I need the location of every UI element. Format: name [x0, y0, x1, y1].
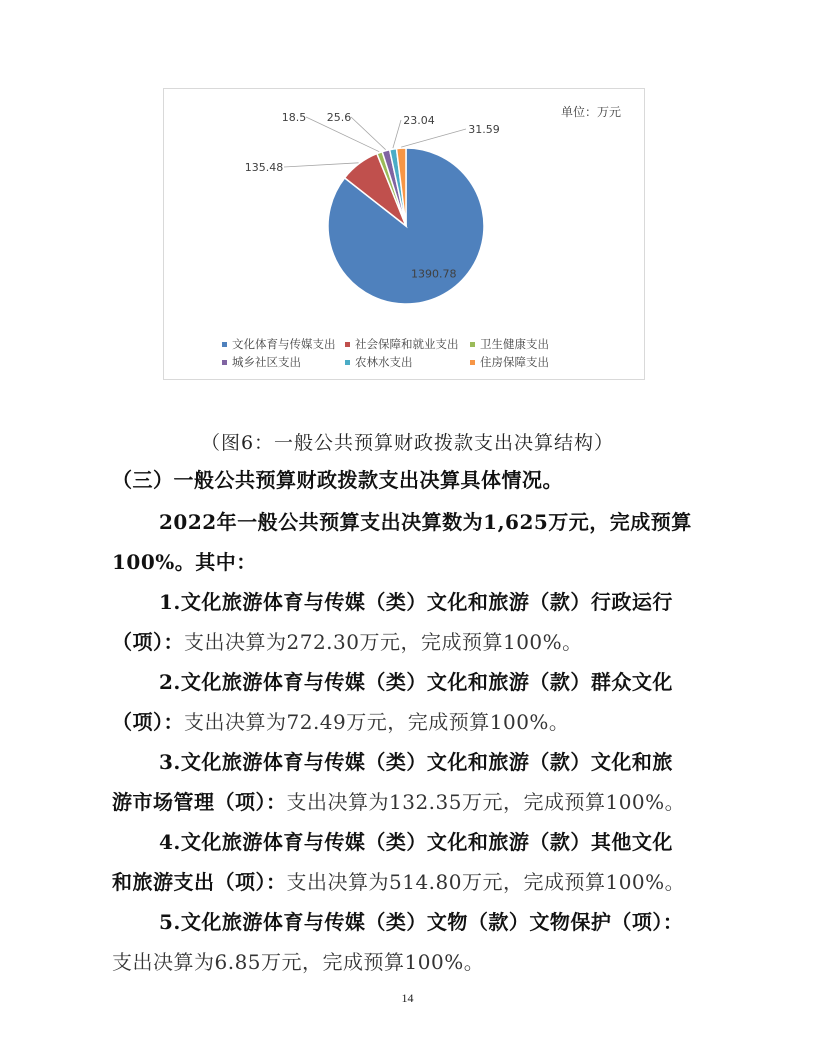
legend-label: 卫生健康支出: [480, 337, 549, 351]
item-2-detail: 支出决算为72.49万元，完成预算100%。: [184, 710, 570, 734]
item-2-body: [112, 712, 712, 732]
legend-swatch: [222, 360, 227, 365]
legend-swatch: [470, 342, 475, 347]
leader-line: [284, 163, 359, 167]
page-number: 14: [401, 991, 414, 1005]
data-label: 18.5: [281, 111, 307, 124]
section-heading: （三）一般公共预算财政拨款支出决算具体情况。: [112, 468, 563, 492]
legend-label: 城乡社区支出: [232, 355, 301, 369]
item-3-body: [112, 792, 712, 812]
legend-item: [470, 354, 549, 370]
legend-item: [470, 336, 549, 352]
item-1-title-cont: （项）：: [112, 630, 184, 654]
item-1-body: [112, 632, 712, 652]
item-5-detail: 支出决算为6.85万元，完成预算100%。: [112, 950, 485, 974]
item-4-detail: 支出决算为514.80万元，完成预算100%。: [286, 870, 686, 894]
legend-item: [222, 354, 345, 370]
item-3-detail: 支出决算为132.35万元，完成预算100%。: [286, 790, 686, 814]
summary-line-2: 100%。其中：: [112, 550, 257, 574]
item-1-title: 1.文化旅游体育与传媒（类）文化和旅游（款）行政运行: [159, 590, 673, 614]
legend-label: 文化体育与传媒支出: [232, 337, 336, 351]
data-label: 31.59: [468, 123, 500, 136]
item-3-title-cont: 游市场管理（项）：: [112, 790, 287, 814]
item-2-title-cont: （项）：: [112, 710, 184, 734]
data-label: 25.6: [326, 111, 352, 124]
legend-label: 社会保障和就业支出: [355, 337, 459, 351]
legend-row: [222, 353, 622, 371]
chart-legend: [222, 335, 622, 371]
legend-item: [222, 336, 345, 352]
item-4-title-cont: 和旅游支出（项）：: [112, 870, 287, 894]
legend-swatch: [470, 360, 475, 365]
pie-chart: [163, 88, 645, 380]
unit-label: 单位：万元: [561, 105, 622, 119]
legend-swatch: [345, 342, 350, 347]
leader-line: [351, 117, 386, 150]
legend-row: [222, 335, 622, 353]
legend-label: 住房保障支出: [480, 355, 549, 369]
data-label: 135.48: [244, 161, 284, 174]
item-2-title: 2.文化旅游体育与传媒（类）文化和旅游（款）群众文化: [159, 670, 673, 694]
item-1-detail: 支出决算为272.30万元，完成预算100%。: [184, 630, 583, 654]
figure-caption: （图6：一般公共预算财政拨款支出决算结构）: [200, 432, 615, 454]
data-label: 1390.78: [410, 267, 457, 281]
item-5-title: 5.文化旅游体育与传媒（类）文物（款）文物保护（项）：: [159, 910, 684, 934]
leader-line: [401, 129, 466, 147]
legend-item: [345, 336, 470, 352]
data-label: 23.04: [403, 114, 435, 127]
legend-swatch: [345, 360, 350, 365]
item-4-title: 4.文化旅游体育与传媒（类）文化和旅游（款）其他文化: [159, 830, 673, 854]
summary-line-1: 2022年一般公共预算支出决算数为1,625万元，完成预算: [159, 510, 692, 534]
leader-line: [393, 120, 401, 148]
item-5-body: [112, 952, 712, 972]
item-3-title: 3.文化旅游体育与传媒（类）文化和旅游（款）文化和旅: [159, 750, 673, 774]
legend-swatch: [222, 342, 227, 347]
legend-label: 农林水支出: [355, 355, 413, 369]
legend-item: [345, 354, 470, 370]
item-4-body: [112, 872, 712, 892]
